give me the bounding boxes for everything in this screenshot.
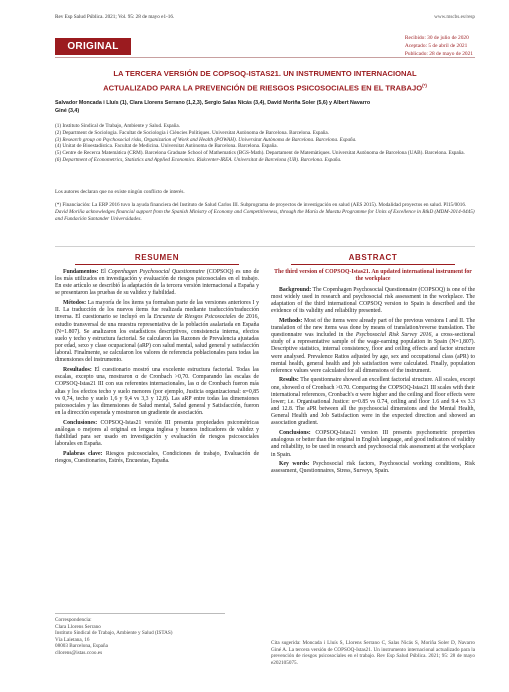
affiliations: [55, 123, 475, 164]
suggested-citation: Cita sugerida: Moncada i Lluís S, Llorens Serrano C, Salas Nicás S, Moriña Soler D, Navarro Giné A. La tercera versión de COPSOQ-Istas21. Un instrumento internacional actualizado para la prevención de riesgos psicosociales en el trabajo. Rev Esp Salud Pública. 2021; 95: 28 de mayo e202105075.: [271, 640, 475, 666]
authors-line-1: Salvador Moncada i Lluís (1), Clara Llorens Serrano (1,2,3), Sergio Salas Nicás (3,4), David Moriña Soler (5,6) y Albert Navarro: [55, 100, 371, 106]
conclusions-label: Conclusions:: [279, 430, 311, 437]
title-line-1: LA TERCERA VERSIÓN DE COPSOQ-ISTAS21. UN INSTRUMENTO INTERNACIONAL: [113, 69, 417, 78]
abstract-background: [271, 287, 475, 316]
title-footnote-mark: (*): [422, 82, 427, 88]
publication-dates: [405, 34, 473, 58]
keywords-text: Psychosocial risk factors, Psychosocial working conditions, Risk assessment, Questionnaires, Stress, Surveys, Spain.: [271, 461, 475, 475]
metodos-label: Métodos:: [63, 300, 86, 307]
resumen-heading: RESUMEN: [75, 253, 239, 265]
affiliation-4: (4) Unitat de Bioestadística. Facultat de Medicina. Universitat Autònoma de Barcelona. Barcelona. España.: [55, 143, 278, 150]
fundamentos-text-a: El: [100, 269, 106, 275]
resumen-fundamentos: [55, 269, 259, 298]
affiliation-5: (5) Centre de Recerca Matemàtica (CRM). Barcelona Graduate School of Mathematics (BGS-Math). Departament de Matemàtiques. Universitat Autònoma de Barcelona (UAB). Barcelona. España.: [55, 150, 465, 157]
funding-spanish: (*) Financiación: La ERP 2016 tuvo la ayuda financiera del Instituto de Salud Carlos III. Subprograma de proyectos de investigación en salud (AES 2015). Modalidad proyectos en salud. PI15/0016.: [55, 202, 467, 208]
results-label: Results:: [279, 377, 299, 384]
fundamentos-label: Fundamentos:: [63, 269, 99, 275]
correspondence-city: 08003 Barcelona, España: [55, 643, 108, 650]
affiliation-1: (1) Instituto Sindical de Trabajo, Ambiente y Salud. España.: [55, 123, 180, 129]
title-line-2-text: ACTUALIZADO PARA LA PREVENCIÓN DE RIESGOS PSICOSOCIALES EN EL TRABAJO: [103, 83, 423, 93]
authors-line-2: Giné (3,4): [55, 108, 80, 114]
conclusiones-label: Conclusiones:: [63, 419, 98, 426]
title-line-2: [55, 80, 475, 94]
palabras-text: Riesgos psicosociales, Condiciones de trabajo, Evaluación de riesgos, Cuestionarios, Estrés, Encuestas, España.: [55, 450, 260, 464]
funding-statement: [55, 202, 475, 223]
author-list: [55, 99, 475, 115]
abstract-conclusions: [271, 430, 475, 459]
funding-english: David Moriña acknowledges financial support from the Spanish Ministry of Economy and Competitiveness, through the María de Maeztu Programme for Units of Excellence in R&D (MDM-2014-0445) and Fundación Santander Universidades.: [55, 209, 475, 222]
article-title: [55, 68, 475, 94]
metodos-text-a: La mayoría de los ítems ya formaban parte de las versiones anteriores I y II. La traducción de los nuevos ítems fue realizada mediante traducción/traducción inversa. El cuestionario se incluyó en la: [55, 300, 259, 321]
accepted-date: Aceptado: 5 de abril de 2021: [404, 43, 468, 49]
abstract-results: [271, 377, 475, 427]
resumen-metodos: [55, 300, 259, 364]
conflict-statement: Los autores declaran que no existe ningún conflicto de interés.: [55, 189, 185, 195]
correspondence-label: Correspondencia:: [55, 617, 92, 623]
correspondence-street: Vía Laietana, 16: [55, 636, 90, 643]
background-label: Background:: [279, 286, 312, 293]
resumen-column: [55, 253, 259, 468]
affiliation-6: (6) Department of Econometrics, Statistics and Applied Economics. Riskcenter-IREA. Universitat de Barcelona (UB). Barcelona. España.: [55, 156, 342, 163]
background-text: The Copenhagen Psychosocial Questionnaire (COPSOQ) is one of the most widely used in research and psychosocial risk assessment in the workplace. The adaptation of the third international COPSOQ version to Spain is described and the evidence of its validity and reliability presented.: [271, 286, 475, 315]
abstract-methods: [271, 318, 475, 375]
abstract-keywords: [271, 461, 475, 475]
resumen-resultados: [55, 367, 259, 417]
section-divider: [55, 246, 475, 247]
journal-reference: Rev Esp Salud Pública. 2021; Vol. 95: 28 de mayo e1-16.: [55, 14, 175, 20]
fundamentos-text-b: (COPSOQ) es uno de los más utilizados en investigación y evaluación de riesgos psicosociales en el trabajo. En este artículo se describió la adaptación de la tercera versión internacional a España y se presentaron las pruebas de su validez y fiabilidad.: [55, 269, 260, 297]
resumen-palabras-clave: [55, 451, 259, 465]
journal-url[interactable]: www.mscbs.es/resp: [434, 14, 475, 20]
palabras-label: Palabras clave:: [63, 450, 103, 457]
resultados-label: Resultados:: [63, 367, 92, 374]
received-date: Recibido: 30 de julio de 2020: [404, 35, 469, 41]
correspondence-name: Clara Llorens Serrano: [55, 623, 101, 630]
conclusions-text: COPSOQ-Istas21 version III presents psychometric properties analogous or better than the original in English language, and good indicators of validity and reliability, to be used in research and psychosocial risk assessment at the workplace in Spain.: [271, 430, 476, 458]
running-header: [55, 14, 475, 20]
fundamentos-italic: Copenhagen Psychosocial Questionnaire: [108, 269, 205, 275]
abstract-column: [271, 253, 475, 478]
section-badge: ORIGINAL: [55, 38, 131, 55]
resultados-text: El cuestionario mostró una excelente estructura factorial. Todas las escalas, excepto una, mostraron α de Cronbach >0,70. Comparando las escalas de COPSOQ-Istas21 III con sus referentes internacionales, las α de Cronbach fueron más altas y los efectos techo y suelo menores (por ejemplo, Justicia organizacional: α=0,85 vs 0,74, techo y suelo 1,6 y 9,4 vs 3,3 y 12,8). Las aRP entre todas las dimensiones psicosociales y las dimensiones de Salud mental, Salud general y Satisfacción, fueron en la dirección esperada y mostraron un gradiente de asociación.: [55, 367, 260, 416]
methods-italic: Psychosocial Risk Survey 2016: [355, 332, 432, 339]
affiliation-3: (3) Research group on Psychosocial risks, Organization of Work and Health (POWAH). Universitat Autònoma de Barcelona. Barcelona. España.: [55, 136, 357, 143]
abstract-heading: ABSTRACT: [291, 253, 455, 265]
correspondence-institution: Instituto Sindical de Trabajo, Ambiente y Salud (ISTAS): [55, 630, 173, 637]
abstract-english-title: The third version of COPSOQ-Istas21. An updated international instrument for the workplace: [274, 269, 472, 283]
correspondence-block: [55, 613, 225, 657]
resumen-conclusiones: [55, 420, 259, 449]
keywords-label: Key words:: [279, 461, 310, 468]
metodos-italic: Encuesta de Riesgos Psicosociales: [153, 314, 237, 321]
conclusiones-text: COPSOQ-Istas21 versión III presenta propiedades psicométricas análogas o mejores al original en lengua inglesa y buenos indicadores de validez y fiabilidad para ser usado en investigación y evaluación de riesgos psicosociales laborales en España.: [55, 419, 259, 448]
methods-text-a: Most of the items were already part of the previous versions I and II. The translation of the new items was done by means of translation/reverse translation. The questionnaire was included in the: [271, 317, 476, 339]
metodos-text-b: de 2016, estudio transversal de una muestra representativa de la población asalariada en España (N=1.807). Se analizaron los estadísticos descriptivos, consistencia interna, efectos suelo y techo y estructura factorial. Se calcularon las Razones de Prevalencia ajustadas por edad, sexo y clase ocupacional (aRP) con salud mental, salud general y satisfacción laboral. Finalmente, se calcularon los valores de referencia poblacionales para todas las dimensiones del instrumento.: [55, 314, 259, 364]
header-divider: [55, 57, 475, 58]
published-date: Publicado: 28 de mayo de 2021: [404, 51, 473, 57]
affiliation-2: (2) Department de Sociologia. Facultat de Sociologia i Ciències Polítiques. Universitat Autònoma de Barcelona. Barcelona. España.: [55, 129, 329, 136]
methods-text-b: , a cross-sectional study of a representative sample of the wage-earning population in Spain (N=1,807). Descriptive statistics, internal consistency, floor and ceiling effects and factor structure were analysed. Prevalence Ratios adjusted by age, sex and occupational class (aPR) to mental health, general health and job satisfaction were calculated. Finally, population reference values were calculated for all dimensions of the instrument.: [271, 332, 476, 374]
results-text: The questionnaire showed an excellent factorial structure. All scales, except one, showed α of Cronbach >0.70. Comparing the COPSOQ-Istas21 III scales with their international references, Cronbach's α were higher and the ceiling and floor effects were lower; i.e. Organisational Justice: α=0.85 vs 0.74, ceiling and floor 1.6 and 9.4 vs 3.3 and 12.8. The aPR between all the psychosocial dimensions and the Mental Health, General Health and Job Satisfaction were in the expected direction and showed an association gradient.: [271, 377, 475, 427]
methods-label: Methods:: [279, 317, 303, 324]
correspondence-email[interactable]: cllorens@istas.ccoo.es: [55, 649, 103, 656]
